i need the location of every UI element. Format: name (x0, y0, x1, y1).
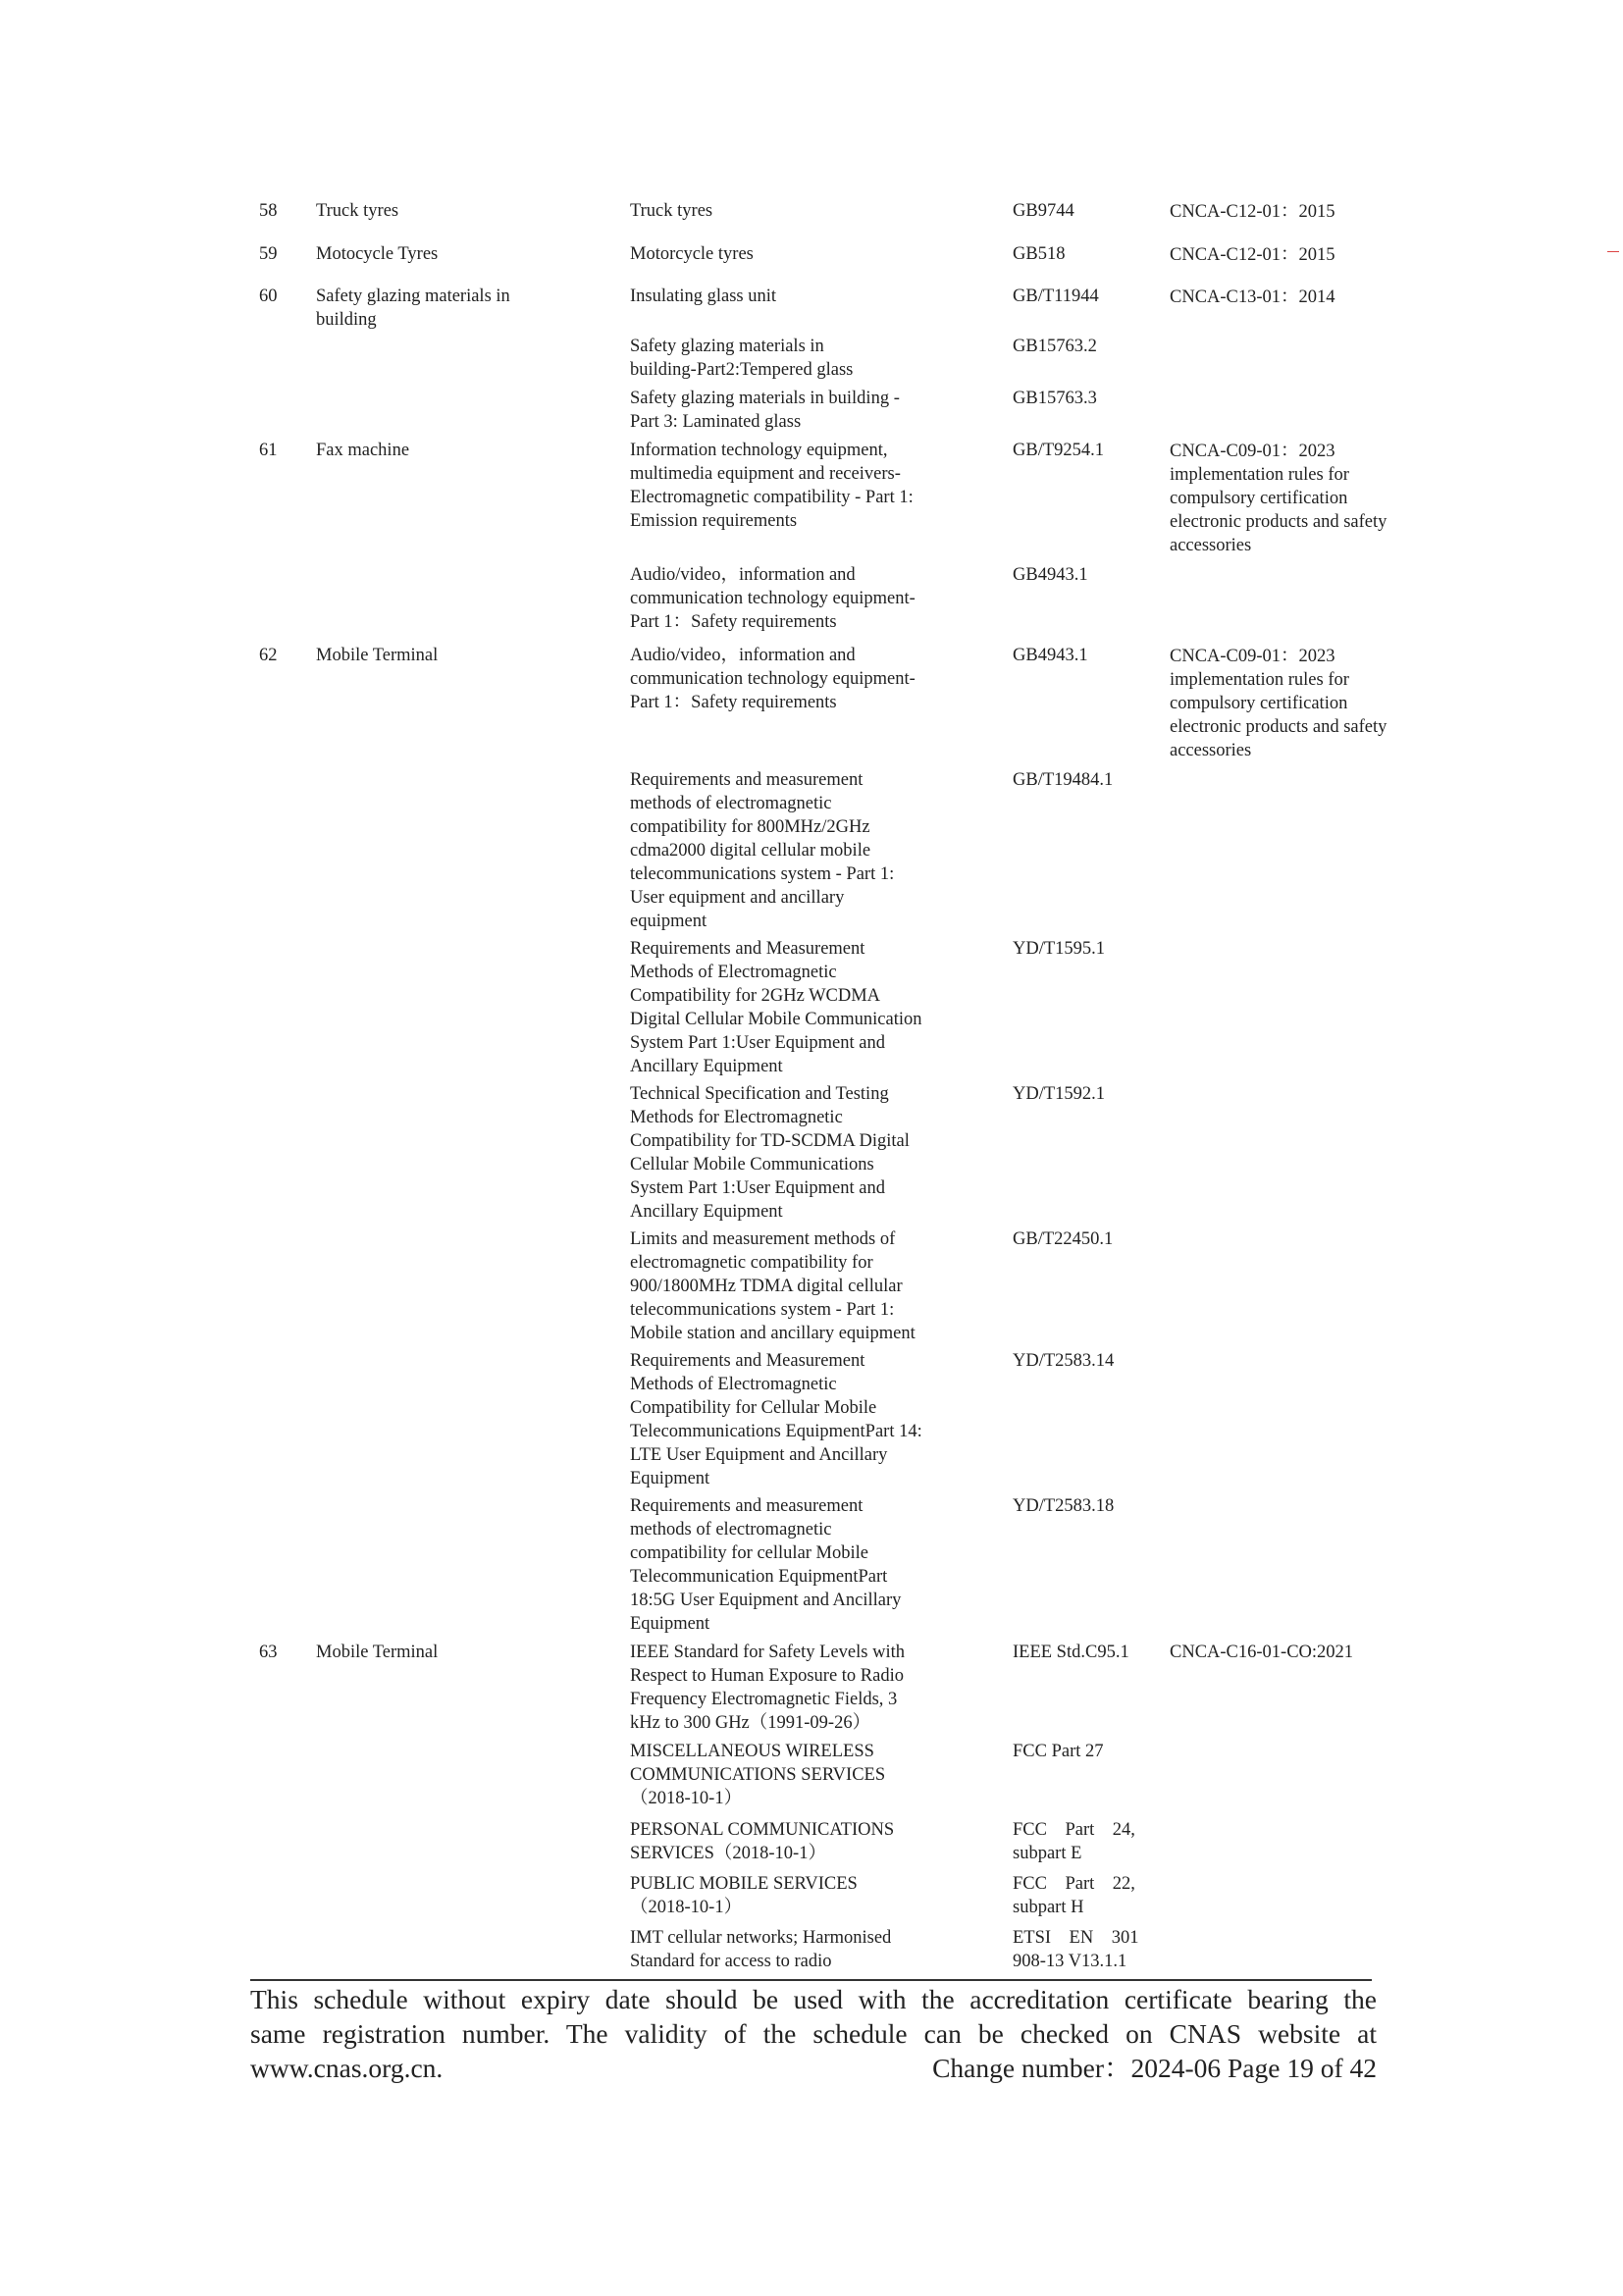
product-name: Mobile Terminal (316, 1643, 439, 1662)
row-number: 61 (259, 441, 278, 460)
standard-code: GB9744 (1013, 201, 1074, 221)
standard-code: GB/T9254.1 (1013, 441, 1105, 460)
standard-code: GB15763.3 (1013, 389, 1097, 408)
standard-title: Audio/video，information and communication technology equipment- Part 1：Safety requirements (630, 646, 916, 712)
margin-mark (1607, 251, 1619, 252)
standard-code: YD/T2583.18 (1013, 1496, 1115, 1516)
footer-change-number: Change number：2024-06 Page 19 of 42 (932, 2053, 1377, 2083)
product-name: Safety glazing materials in building (316, 287, 510, 330)
standard-code: GB/T19484.1 (1013, 770, 1114, 790)
standard-title: IEEE Standard for Safety Levels with Respect to Human Exposure to Radio Frequency Electromagnetic Fields, 3 kHz to 300 GHz（1991-09-26） (630, 1643, 905, 1733)
row-number: 60 (259, 287, 278, 306)
standard-title: Requirements and Measurement Methods of Electromagnetic Compatibility for Cellular Mobile Telecommunications EquipmentPart 14: LTE User Equipment and Ancillary Equipment (630, 1351, 922, 1488)
implementation-rule: CNCA-C12-01：2015 (1170, 245, 1335, 265)
standard-title: Requirements and measurement methods of electromagnetic compatibility for cellular Mobile Telecommunication EquipmentPart 18:5G User Equipment and Ancillary Equipment (630, 1496, 902, 1634)
standard-code: GB/T22450.1 (1013, 1229, 1114, 1249)
row-number: 63 (259, 1643, 278, 1662)
standard-code: GB15763.2 (1013, 337, 1097, 356)
footer-line-3 (250, 2051, 1377, 2085)
standard-code: GB4943.1 (1013, 565, 1088, 585)
standard-code: YD/T1592.1 (1013, 1084, 1106, 1104)
standard-code: IEEE Std.C95.1 (1013, 1643, 1129, 1662)
standard-title: Information technology equipment, multimedia equipment and receivers- Electromagnetic compatibility - Part 1: Emission requirements (630, 441, 914, 531)
standard-title: Limits and measurement methods of electromagnetic compatibility for 900/1800MHz TDMA digital cellular telecommunications system - Part 1: Mobile station and ancillary equipment (630, 1229, 916, 1343)
standard-title: Motorcycle tyres (630, 244, 754, 264)
implementation-rule: CNCA-C13-01：2014 (1170, 287, 1335, 307)
standard-code: FCC Part 22, subpart H (1013, 1874, 1135, 1917)
row-number: 58 (259, 201, 278, 221)
footer-divider (250, 1979, 1372, 1981)
footer-line-1: This schedule without expiry date should be used with the accreditation certificate bearing the (250, 1984, 1377, 2014)
standard-code: YD/T1595.1 (1013, 939, 1106, 959)
standard-title: Insulating glass unit (630, 287, 777, 306)
footer-website: www.cnas.org.cn. (250, 2053, 444, 2083)
standard-title: MISCELLANEOUS WIRELESS COMMUNICATIONS SERVICES （2018-10-1） (630, 1742, 886, 1808)
standard-code: ETSI EN 301 908-13 V13.1.1 (1013, 1928, 1139, 1971)
product-name: Fax machine (316, 441, 410, 460)
row-number: 59 (259, 244, 278, 264)
standard-code: YD/T2583.14 (1013, 1351, 1115, 1371)
implementation-rule: CNCA-C12-01：2015 (1170, 202, 1335, 222)
standard-title: PUBLIC MOBILE SERVICES （2018-10-1） (630, 1874, 858, 1917)
product-name: Motocycle Tyres (316, 244, 439, 264)
standard-title: Safety glazing materials in building - Part 3: Laminated glass (630, 389, 900, 432)
standard-title: Audio/video，information and communication technology equipment- Part 1：Safety requirements (630, 565, 916, 632)
standard-title: Safety glazing materials in building-Part2:Tempered glass (630, 337, 854, 380)
standard-code: FCC Part 24, subpart E (1013, 1820, 1135, 1863)
implementation-rule: CNCA-C09-01：2023 implementation rules for compulsory certification electronic products and safety accessories (1170, 442, 1387, 555)
standard-code: GB518 (1013, 244, 1066, 264)
standard-code: FCC Part 27 (1013, 1742, 1104, 1761)
product-name: Truck tyres (316, 201, 399, 221)
row-number: 62 (259, 646, 278, 665)
standard-title: Technical Specification and Testing Methods for Electromagnetic Compatibility for TD-SCDMA Digital Cellular Mobile Communications System Part 1:User Equipment and Ancillary Equipment (630, 1084, 910, 1222)
standard-title: Truck tyres (630, 201, 713, 221)
implementation-rule: CNCA-C16-01-CO:2021 (1170, 1643, 1354, 1662)
standard-title: PERSONAL COMMUNICATIONS SERVICES（2018-10-1） (630, 1820, 895, 1863)
standard-title: Requirements and Measurement Methods of Electromagnetic Compatibility for 2GHz WCDMA Digital Cellular Mobile Communication System Part 1:User Equipment and Ancillary Equipment (630, 939, 922, 1076)
product-name: Mobile Terminal (316, 646, 439, 665)
implementation-rule: CNCA-C09-01：2023 implementation rules for compulsory certification electronic products and safety accessories (1170, 647, 1387, 760)
standard-code: GB4943.1 (1013, 646, 1088, 665)
footer-line-2: same registration number. The validity of the schedule can be checked on CNAS website at (250, 2018, 1377, 2049)
page-footer (250, 1982, 1377, 2085)
standard-title: Requirements and measurement methods of electromagnetic compatibility for 800MHz/2GHz cdma2000 digital cellular mobile telecommunications system - Part 1: User equipment and ancillary equipment (630, 770, 895, 931)
standard-title: IMT cellular networks; Harmonised Standard for access to radio (630, 1928, 892, 1971)
standard-code: GB/T11944 (1013, 287, 1099, 306)
